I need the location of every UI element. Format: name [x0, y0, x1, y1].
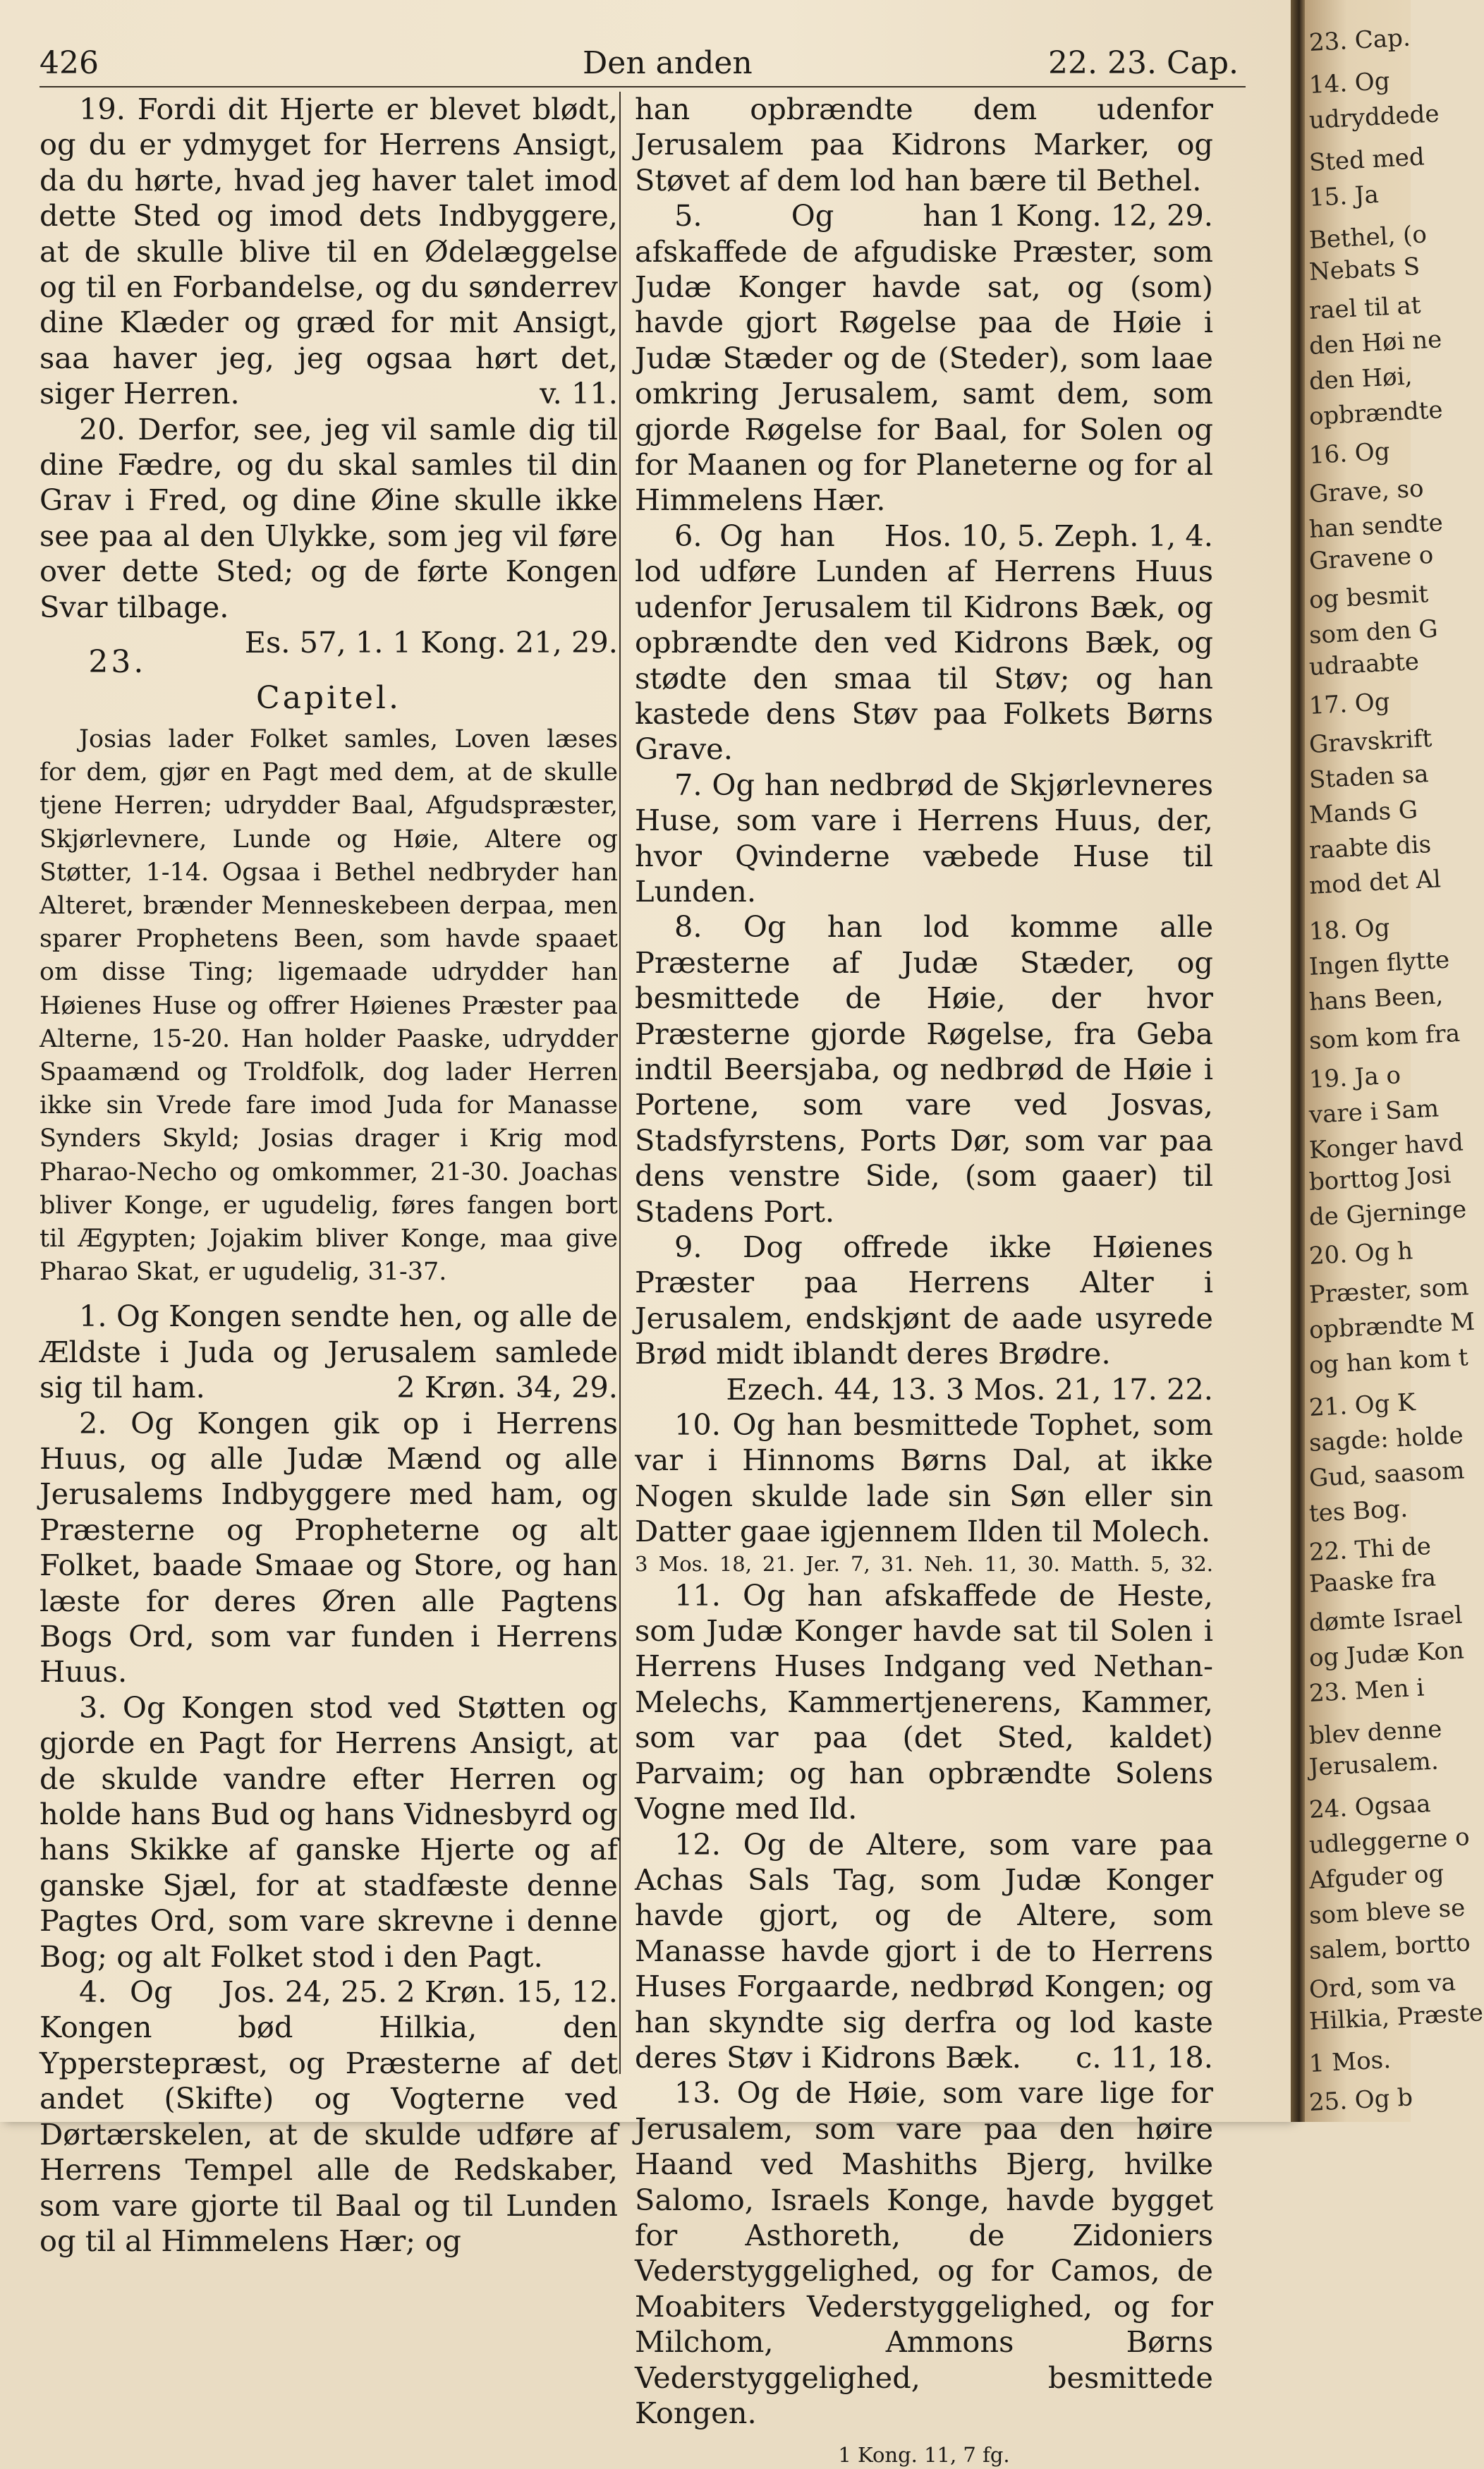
cross-reference: v. 11. [540, 376, 618, 411]
left-column [39, 92, 618, 2259]
next-page-text-line: og Judæ Kon [1308, 1636, 1465, 1673]
next-page-edge [1305, 0, 1484, 2122]
next-page-text-line: og besmit [1308, 580, 1429, 614]
running-title: Den anden [583, 45, 753, 81]
next-page-text-line: borttog Josi [1308, 1160, 1452, 1196]
next-page-text-line: hans Been, [1308, 981, 1445, 1017]
next-page-text-line: 17. Og [1308, 688, 1391, 720]
next-page-text-line: Jerusalem. [1308, 1747, 1440, 1782]
next-page-text-line: Gravene o [1308, 540, 1435, 576]
next-page-text-line: 24. Ogsaa [1308, 1789, 1432, 1824]
page-number: 426 [39, 45, 99, 81]
next-page-text-line: Nebats S [1308, 252, 1421, 286]
next-page-text-line: blev denne [1308, 1715, 1443, 1750]
next-page-text-line: Præster, som [1308, 1273, 1470, 1309]
column-divider [619, 92, 621, 2074]
next-page-text-line: opbrændte M [1308, 1307, 1476, 1345]
chapter-heading: 23. Capitel. [88, 644, 401, 716]
verse-8: 8. Og han lod komme alle Præsterne af Judæ Stæder, og besmittede de Høie, der hvor Præsterne gjorde Røgelse, fra Geba indtil Beersjaba, og nedbrød de Høie i Portene, som vare ved Josvas, Stadsfyrstens, Ports Dør, som var paa dens venstre Side, (som gaaer) til Stadens Port. [635, 909, 1213, 1229]
next-page-text-line: udraabte [1308, 647, 1420, 681]
next-page-text-line: 16. Og [1308, 437, 1391, 470]
next-page-text-line: 20. Og h [1308, 1237, 1414, 1270]
verse-10-references: 3 Mos. 18, 21. Jer. 7, 31. Neh. 11, 30. Matth. 5, 32. [635, 1551, 1213, 1576]
next-page-text-line: tes Bog. [1308, 1494, 1409, 1528]
cross-reference: 2 Krøn. 34, 29. [396, 1370, 618, 1405]
next-page-text-line: mod det Al [1308, 865, 1442, 900]
verse-4-continued: han opbrændte dem udenfor Jerusalem paa Kidrons Marker, og Støvet af dem lod han bære til Bethel. 1 Kong. 12, 29. [635, 92, 1213, 233]
next-page-text-line: dømte Israel [1308, 1601, 1464, 1637]
verse-7: 7. Og han nedbrød de Skjørlevneres Huse, som vare i Herrens Huus, der, hvor Qvinderne væbede Huse til Lunden. [635, 767, 1213, 909]
chapter-summary: Josias lader Folket samles, Loven læses for dem, gjør en Pagt med dem, at de skulle tjene Herren; udrydder Baal, Afgudspræster, Skjørlevnere, Lunde og Høie, Altere og Støtter, 1-14. Ogsaa i Bethel nedbryder han Alteret, brænder Menneskebeen derpaa, men sparer Prophetens Been, som havde spaaet om disse Ting; ligemaade udrydder han Høienes Huse og offrer Høienes Præster paa Alterne, 15-20. Han holder Paaske, udrydder Spaamænd og Troldfolk, dog lader Herren ikke sin Vrede fare imod Juda for Manasse Synders Skyld; Josias drager i Krig mod Pharao-Necho og omkommer, 21-30. Joachas bliver Konge, er ugudelig, føres fangen bort til Ægypten; Jojakim bliver Konge, maa give Pharao Skat, er ugudelig, 31-37. [39, 724, 618, 1287]
header-rule [39, 86, 1246, 87]
next-page-text-line: Mands G [1308, 795, 1419, 830]
verse-5: 5. Og han afskaffede de afgudiske Præster, som Judæ Konger havde sat, og (som) havde gjort Røgelse paa de Høie i Judæ Stæder og de (Steder), som laae omkring Jerusalem, samt dem, som gjorde Røgelse for Baal, for Solen og for Maanen og for Planeterne og for al Himmelens Hær. Hos. 10, 5. Zeph. 1, 4. [635, 198, 1213, 553]
next-page-text-line: 14. Og [1308, 67, 1391, 99]
footnote-reference: 1 Kong. 11, 7 fg. [838, 2443, 1010, 2468]
next-page-text-line: Paaske fra [1308, 1563, 1437, 1599]
cross-reference: Hos. 10, 5. Zeph. 1, 4. [884, 518, 1213, 553]
cross-reference: Ezech. 44, 13. 3 Mos. 21, 17. 22. [726, 1371, 1213, 1407]
next-page-text-line: Grave, so [1308, 474, 1425, 509]
next-page-text-line: Konger havd [1308, 1128, 1464, 1165]
verse-1: 1. Og Kongen sendte hen, og alle de Ældste i Juda og Jerusalem samlede sig til ham. 2 Krøn. 34, 29. [39, 1299, 618, 1405]
next-page-text-line: den Høi ne [1308, 325, 1443, 360]
next-page-text-line: Gravskrift [1308, 724, 1433, 759]
cross-reference: Jos. 24, 25. 2 Krøn. 15, 12. [221, 1974, 618, 2010]
book-gutter [1291, 0, 1305, 2122]
next-page-text-line: som bleve se [1308, 1893, 1466, 1930]
cross-reference: 1 Kong. 12, 29. [987, 198, 1213, 233]
verse-6: 6. Og han lod udføre Lunden af Herrens Huus udenfor Jerusalem til Kidrons Bæk, og opbrændte den ved Kidrons Bæk, og stødte den smaa til Støv; og han kastede dens Støv paa Folkets Børns Grave. [635, 518, 1213, 767]
next-page-text-line: og han kom t [1308, 1343, 1469, 1380]
next-page-text-line: han sendte [1308, 509, 1444, 544]
verse-9: 9. Dog offrede ikke Høienes Præster paa Herrens Alter i Jerusalem, endskjønt de aade usyrede Brød midt iblandt deres Brødre. Ezech. 44, 13. 3 Mos. 21, 17. 22. [635, 1230, 1213, 1407]
cross-reference: Es. 57, 1. 1 Kong. 21, 29. [244, 625, 618, 660]
verse-20: 20. Derfor, see, jeg vil samle dig til dine Fædre, og du skal samles til din Grav i Fred, og dine Øine skulle ikke see paa al den Ulykke, som jeg vil føre over dette Sted; og de førte Kongen Svar tilbage. Es. 57, 1. 1 Kong. 21, 29. [39, 411, 618, 660]
next-page-text-line: som den G [1308, 614, 1439, 650]
next-page-text-line: opbrændte [1308, 396, 1444, 431]
next-page-text-line: Afguder og [1308, 1860, 1445, 1895]
next-page-text-line: de Gjerninge [1308, 1195, 1468, 1232]
verse-12: 12. Og de Altere, som vare paa Achas Sals Tag, som Judæ Konger havde gjort, og de Altere, som Manasse havde gjort i de to Herrens Huses Forgaarde, nedbrød Kongen; og han skyndte sig derfra og lod kaste deres Støv i Kidrons Bæk. c. 11, 18. [635, 1826, 1213, 2075]
next-page-text-line: Bethel, (o [1308, 220, 1428, 255]
next-page-text-line: 19. Ja o [1308, 1061, 1401, 1094]
next-page-text-line: salem, bortto [1308, 1929, 1471, 1965]
next-page-text-line: 21. Og K [1308, 1388, 1416, 1422]
verse-19: 19. Fordi dit Hjerte er blevet blødt, og du er ydmyget for Herrens Ansigt, da du hørte, hvad jeg haver talet imod dette Sted og imod dets Indbyggere, at de skulle blive til en Ødelæggelse og til en Forbandelse, og du sønderrev dine Klæder og græd for mit Ansigt, saa haver jeg, jeg ogsaa hørt det, siger Herren. v. 11. [39, 92, 618, 411]
next-page-text-line: raabte dis [1308, 830, 1433, 865]
next-page-text-line: 15. Ja [1308, 180, 1380, 212]
next-page-text-line: Gud, saasom [1308, 1456, 1466, 1493]
next-page-text-line: rael til at [1308, 291, 1422, 325]
next-page-text-line: Hilkia, Præste [1308, 1998, 1484, 2036]
next-page-text-line: udryddede [1308, 99, 1440, 135]
next-page-text-line: sagde: holde [1308, 1421, 1464, 1457]
next-page-text-line: Ingen flytte [1308, 945, 1451, 981]
verse-4: 4. Og Kongen bød Hilkia, den Ypperstepræst, og Præsterne af det andet (Skifte) og Vogterne ved Dørtærskelen, at de skulde udføre af Herrens Tempel alle de Redskaber, som vare gjorte til Baal og til Lunden og til al Himmelens Hær; og [39, 1974, 618, 2258]
next-page-text-line: 25. Og b [1308, 2083, 1413, 2117]
verse-13: 13. Og de Høie, som vare lige for Jerusalem, som vare paa den høire Haand ved Mashiths Bjerg, hvilke Salomo, Israels Konge, havde bygget for Asthoreth, de Zidoniers Vederstyggelighed, og for Camos, de Moabiters Vederstyggelighed, og for Milchom, Ammons Børns Vederstyggelighed, besmittede Kongen. [635, 2075, 1213, 2430]
verse-3: 3. Og Kongen stod ved Støtten og gjorde en Pagt for Herrens Ansigt, at de skulde vandre efter Herren og holde hans Bud og hans Vidnesbyrd og hans Skikke af ganske Hjerte og af ganske Sjæl, for at stadfæste denne Pagtes Ord, som vare skrevne i denne Bog; og alt Folket stod i den Pagt. Jos. 24, 25. 2 Krøn. 15, 12. [39, 1690, 618, 2010]
next-page-text-line: Ord, som va [1308, 1968, 1456, 2004]
cross-reference: c. 11, 18. [1076, 2039, 1213, 2075]
next-page-text-line: 1 Mos. [1308, 2045, 1392, 2078]
next-page-text-line: som kom fra [1308, 1019, 1461, 1055]
next-page-text-line: udleggerne o [1308, 1823, 1471, 1860]
verse-10: 10. Og han besmittede Tophet, som var i Hinnoms Børns Dal, at ikke Nogen skulde lade sin Søn eller sin Datter gaae igjennem Ilden til Molech. [635, 1407, 1213, 1549]
next-page-text-line: 23. Cap. [1308, 23, 1411, 57]
right-column [635, 92, 1213, 2469]
page-header [39, 45, 1239, 87]
next-page-text-line: vare i Sam [1308, 1094, 1440, 1129]
verse-2: 2. Og Kongen gik op i Herrens Huus, og alle Judæ Mænd og alle Jerusalems Indbyggere med ham, og Præsterne og Propheterne og alt Folket, baade Smaae og Store, og han læste for deres Øren alle Pagtens Bogs Ord, som var funden i Herrens Huus. [39, 1405, 618, 1690]
chapter-indicator: 22. 23. Cap. [1048, 45, 1239, 81]
verse-11: 11. Og han afskaffede de Heste, som Judæ Konger havde sat til Solen i Herrens Huses Indgang ved Nethan-Melechs, Kammertjenerens, Kammer, som var paa (det Sted, kaldet) Parvaim; og han opbrændte Solens Vogne med Ild. [635, 1577, 1213, 1826]
next-page-text-line: den Høi, [1308, 362, 1413, 396]
next-page-text-line: Sted med [1308, 142, 1425, 177]
next-page-text-line: Staden sa [1308, 760, 1430, 794]
next-page-text-line: 22. Thi de [1308, 1531, 1432, 1567]
next-page-text-line: 18. Og [1308, 914, 1391, 946]
next-page-text-line: 23. Men i [1308, 1673, 1425, 1708]
